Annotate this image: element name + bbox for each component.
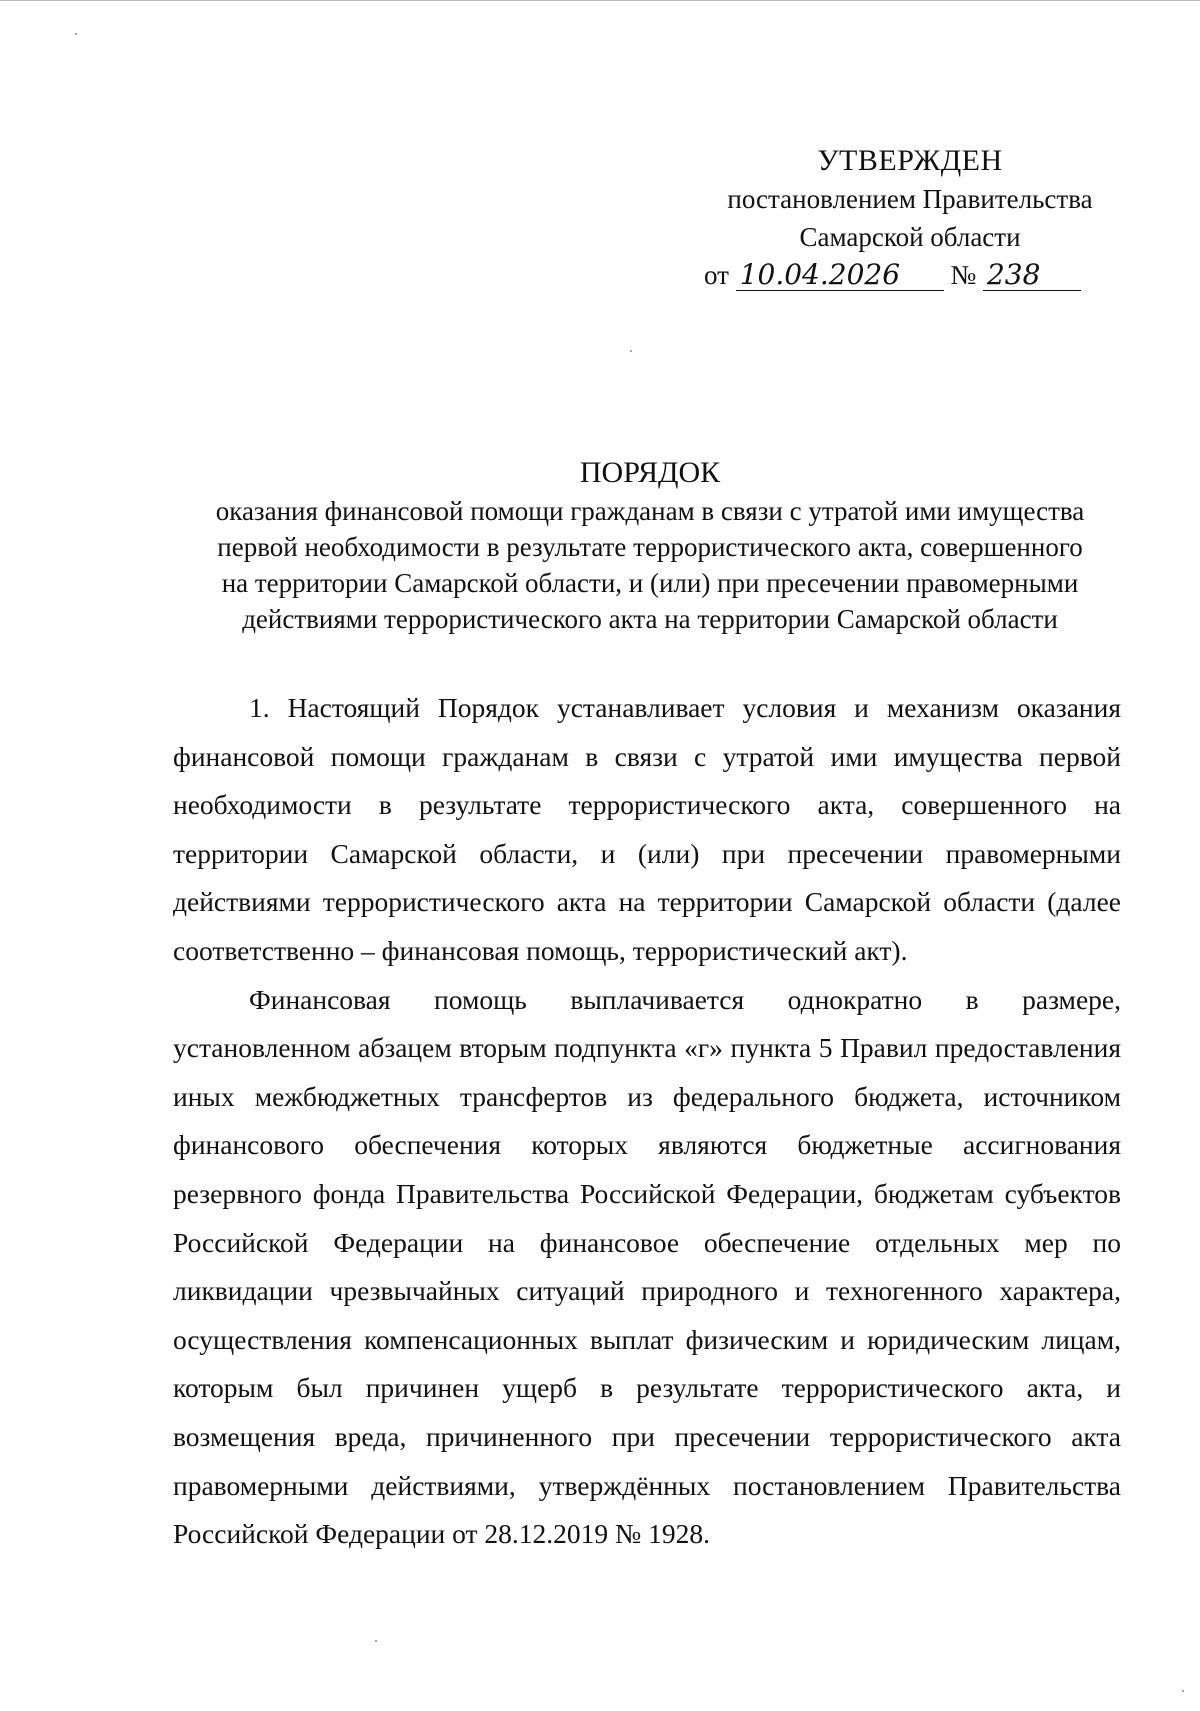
handwritten-number: 238 bbox=[983, 260, 1081, 291]
approval-line-2: Самарской области bbox=[799, 222, 1021, 252]
subtitle-line: действиями террористического акта на территории Самарской области bbox=[242, 604, 1058, 634]
date-prefix: от bbox=[704, 260, 729, 290]
approval-line-1: постановлением Правительства bbox=[727, 184, 1093, 214]
handwritten-date: 10.04.2026 bbox=[736, 260, 944, 291]
scan-speck bbox=[375, 1640, 377, 1642]
approval-block bbox=[680, 142, 1140, 294]
scan-speck bbox=[75, 33, 77, 35]
document-subtitle bbox=[120, 493, 1180, 637]
paragraph-1: 1. Настоящий Порядок устанавливает условия и механизм оказания финансовой помощи гражданам в связи с утратой ими имущества первой необходимости в результате террористического акта, совершенного на территории Самарской области, и (или) при пресечении правомерными действиями террористического акта на территории Самарской области (далее соответственно – финансовая помощь, террористический акт). bbox=[173, 692, 1121, 966]
approval-dateline bbox=[680, 256, 1140, 294]
scan-speck bbox=[1182, 1690, 1184, 1692]
scan-speck bbox=[630, 350, 632, 352]
approval-title: УТВЕРЖДЕН bbox=[817, 144, 1003, 177]
scan-edge-line bbox=[0, 0, 1200, 1]
subtitle-line: на территории Самарской области, и (или) при пресечении правомерными bbox=[221, 568, 1079, 598]
subtitle-line: оказания финансовой помощи гражданам в связи с утратой ими имущества bbox=[215, 496, 1085, 526]
number-prefix: № bbox=[950, 260, 977, 290]
subtitle-line: первой необходимости в результате террористического акта, совершенного bbox=[217, 532, 1083, 562]
paragraph-2: Финансовая помощь выплачивается однократно в размере, установленном абзацем вторым подпункта «г» пункта 5 Правил предоставления иных межбюджетных трансфертов из федерального бюджета, источником финансового обеспечения которых являются бюджетные ассигнования резервного фонда Правительства Российской Федерации, бюджетам субъектов Российской Федерации на финансовое обеспечение отдельных мер по ликвидации чрезвычайных ситуаций природного и техногенного характера, осуществления компенсационных выплат физическим и юридическим лицам, которым был причинен ущерб в результате террористического акта, и возмещения вреда, причиненного при пресечении террористического акта правомерными действиями, утверждённых постановлением Правительства Российской Федерации от 28.12.2019 № 1928. bbox=[173, 983, 1121, 1550]
document-body bbox=[173, 684, 1121, 1559]
document-title: ПОРЯДОК bbox=[579, 456, 721, 489]
